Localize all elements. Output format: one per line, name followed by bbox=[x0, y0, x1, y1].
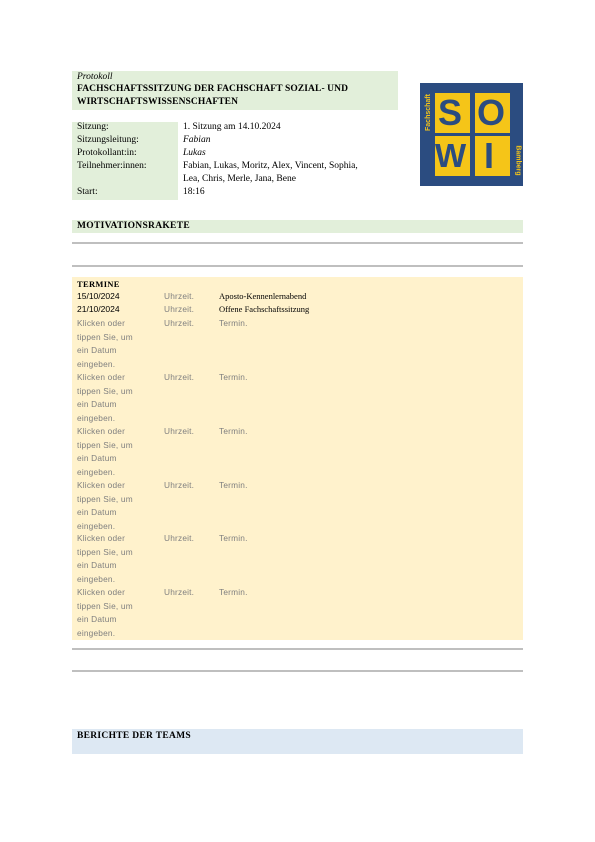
divider bbox=[72, 670, 523, 672]
document-type-label: Protokoll bbox=[77, 72, 113, 82]
divider bbox=[72, 242, 523, 244]
sitzung-value: 1. Sitzung am 14.10.2024 bbox=[183, 122, 281, 132]
termin-date[interactable]: 15/10/2024 bbox=[77, 291, 120, 301]
termin-time[interactable]: Uhrzeit. bbox=[164, 291, 195, 301]
divider bbox=[72, 265, 523, 267]
section-motivation-bar bbox=[72, 220, 523, 233]
teilnehmer-value-line1: Fabian, Lukas, Moritz, Alex, Vincent, Sophia, bbox=[183, 161, 358, 171]
start-value: 18:16 bbox=[183, 187, 205, 197]
date-placeholder[interactable]: Klicken oder tippen Sie, um ein Datum eingeben. bbox=[77, 372, 133, 423]
event-placeholder[interactable]: Termin. bbox=[219, 587, 248, 597]
date-placeholder[interactable]: Klicken oder tippen Sie, um ein Datum eingeben. bbox=[77, 587, 133, 638]
time-placeholder[interactable]: Uhrzeit. bbox=[164, 533, 195, 543]
section-termine-title: TERMINE bbox=[77, 279, 120, 289]
termin-date[interactable]: 21/10/2024 bbox=[77, 304, 120, 314]
date-placeholder[interactable]: Klicken oder tippen Sie, um ein Datum eingeben. bbox=[77, 426, 133, 477]
logo-text-fachschaft: Fachschaft bbox=[424, 94, 432, 131]
sitzung-label: Sitzung: bbox=[77, 122, 109, 132]
sitzung-label-cell bbox=[72, 122, 178, 135]
event-placeholder[interactable]: Termin. bbox=[219, 480, 248, 490]
protokoll-label: Protokollant:in: bbox=[77, 148, 137, 158]
logo-letter-s: S bbox=[438, 92, 463, 133]
date-placeholder[interactable]: Klicken oder tippen Sie, um ein Datum eingeben. bbox=[77, 480, 133, 531]
date-placeholder[interactable]: Klicken oder tippen Sie, um ein Datum eingeben. bbox=[77, 533, 133, 584]
logo-letter-o: O bbox=[477, 92, 506, 133]
sowi-logo bbox=[420, 83, 523, 186]
event-placeholder[interactable]: Termin. bbox=[219, 318, 248, 328]
time-placeholder[interactable]: Uhrzeit. bbox=[164, 426, 195, 436]
termin-event[interactable]: Aposto-Kennenlernabend bbox=[219, 291, 307, 301]
page-title-line1: FACHSCHAFTSSITZUNG DER FACHSCHAFT SOZIAL- UND bbox=[77, 84, 349, 94]
logo-letter-w: W bbox=[435, 137, 467, 174]
termin-time[interactable]: Uhrzeit. bbox=[164, 304, 195, 314]
event-placeholder[interactable]: Termin. bbox=[219, 533, 248, 543]
start-label: Start: bbox=[77, 187, 98, 197]
teilnehmer-label-cell bbox=[72, 161, 178, 187]
termine-section bbox=[72, 277, 523, 640]
time-placeholder[interactable]: Uhrzeit. bbox=[164, 587, 195, 597]
section-berichte-title: BERICHTE DER TEAMS bbox=[77, 731, 191, 741]
logo-letter-i: I bbox=[484, 135, 495, 176]
page-title-line2: WIRTSCHAFTSWISSENSCHAFTEN bbox=[77, 97, 239, 107]
event-placeholder[interactable]: Termin. bbox=[219, 426, 248, 436]
section-berichte-bar bbox=[72, 729, 523, 754]
date-placeholder[interactable]: Klicken oder tippen Sie, um ein Datum eingeben. bbox=[77, 318, 133, 369]
start-label-cell bbox=[72, 187, 178, 200]
termin-event[interactable]: Offene Fachschaftssitzung bbox=[219, 304, 310, 314]
leitung-label-cell bbox=[72, 135, 178, 148]
leitung-value: Fabian bbox=[183, 135, 211, 145]
teilnehmer-label: Teilnehmer:innen: bbox=[77, 161, 147, 171]
title-block bbox=[72, 71, 398, 110]
time-placeholder[interactable]: Uhrzeit. bbox=[164, 318, 195, 328]
logo-text-bamberg: Bamberg bbox=[514, 145, 522, 176]
teilnehmer-value-line2: Lea, Chris, Merle, Jana, Bene bbox=[183, 174, 296, 184]
time-placeholder[interactable]: Uhrzeit. bbox=[164, 372, 195, 382]
protokoll-value: Lukas bbox=[183, 148, 206, 158]
event-placeholder[interactable]: Termin. bbox=[219, 372, 248, 382]
protokoll-label-cell bbox=[72, 148, 178, 161]
leitung-label: Sitzungsleitung: bbox=[77, 135, 139, 145]
time-placeholder[interactable]: Uhrzeit. bbox=[164, 480, 195, 490]
divider bbox=[72, 648, 523, 650]
section-motivation-title: MOTIVATIONSRAKETE bbox=[77, 221, 190, 231]
